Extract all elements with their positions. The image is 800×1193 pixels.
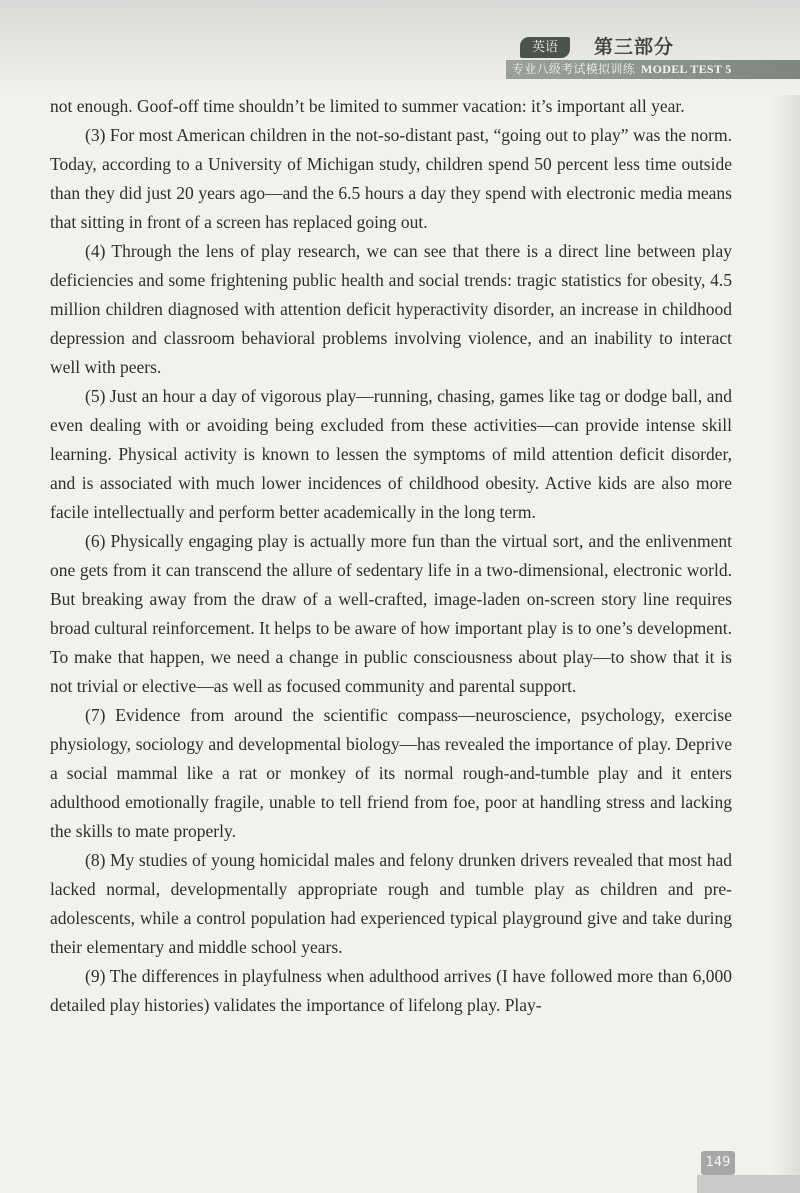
footer-band <box>697 1175 800 1193</box>
article-body <box>50 92 732 1020</box>
paragraph-3: (3) For most American children in the not-so-distant past, “going out to play” was the norm. Today, according to a University of Michigan study, children spend 50 percent less time outside than they did just 20 years ago—and the 6.5 hours a day they spend with electronic media means that sitting in front of a screen has replaced going out. <box>50 125 732 232</box>
page-top-shading <box>0 0 800 95</box>
paragraph-continued: not enough. Goof-off time shouldn’t be limited to summer vacation: it’s important all year. <box>50 96 685 116</box>
paragraph-5: (5) Just an hour a day of vigorous play—running, chasing, games like tag or dodge ball, and even dealing with or avoiding being excluded from these activities—can provide intense skill learning. Physical activity is known to lessen the symptoms of mild attention deficit disorder, and is associated with much lower incidences of childhood obesity. Active kids are also more facile intellectually and perform better academically in the long term. <box>50 386 732 522</box>
subject-badge: 英语 <box>520 37 570 58</box>
header-subtitle <box>512 61 732 78</box>
page-number: 149 <box>701 1151 735 1175</box>
page-edge-shading <box>772 95 800 1175</box>
exam-practice-label: 专业八级考试模拟训练 <box>512 62 636 76</box>
paragraph-7: (7) Evidence from around the scientific compass—neuroscience, psychology, exercise physiology, sociology and developmental biology—has revealed the importance of play. Deprive a social mammal like a rat or monkey of its normal rough-and-tumble play and it enters adulthood emotionally fragile, unable to tell friend from foe, poor at handling stress and lacking the skills to mate properly. <box>50 705 732 841</box>
paragraph-6: (6) Physically engaging play is actually more fun than the virtual sort, and the enlivenment one gets from it can transcend the allure of sedentary life in a two-dimensional, electronic world. But breaking away from the draw of a well-crafted, image-laden on-screen story line requires broad cultural reinforcement. It helps to be aware of how important play is to one’s development. To make that happen, we need a change in public consciousness about play—to show that it is not trivial or elective—as well as focused community and parental support. <box>50 531 732 696</box>
part-title: 第三部分 <box>594 36 675 58</box>
paragraph-9: (9) The differences in playfulness when adulthood arrives (I have followed more than 6,000 detailed play histories) validates the importance of lifelong play. Play- <box>50 966 732 1015</box>
paragraph-4: (4) Through the lens of play research, we can see that there is a direct line between play deficiencies and some frightening public health and social trends: tragic statistics for obesity, 4.5 million children diagnosed with attention deficit hyperactivity disorder, an increase in childhood depression and classroom behavioral problems involving violence, and an inability to interact well with peers. <box>50 241 732 377</box>
model-test-label: MODEL TEST 5 <box>641 62 732 76</box>
paragraph-8: (8) My studies of young homicidal males and felony drunken drivers revealed that most had lacked normal, developmentally appropriate rough and tumble play as children and pre-adolescents, while a control population had experienced typical playground give and take during their elementary and middle school years. <box>50 850 732 957</box>
